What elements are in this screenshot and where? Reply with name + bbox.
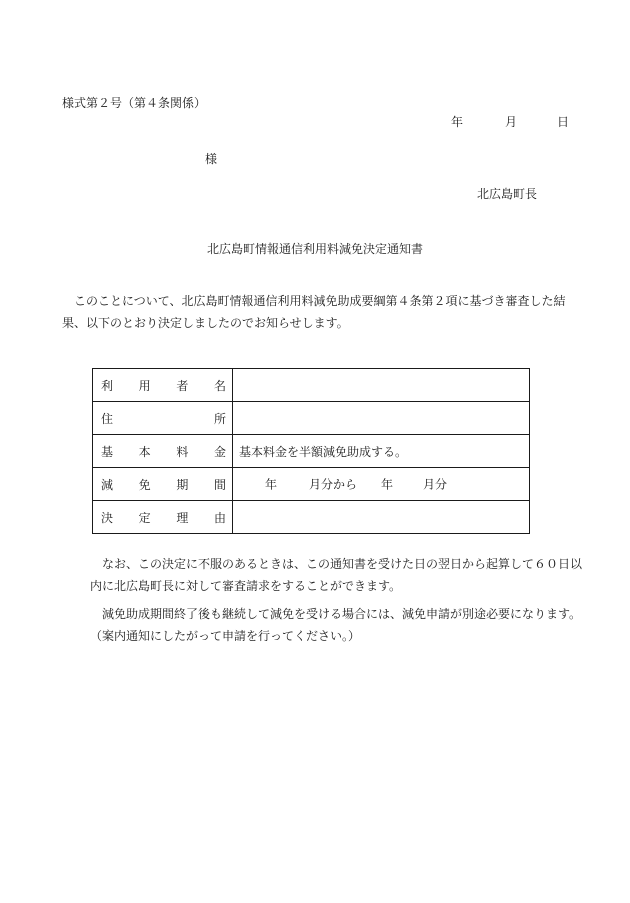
period-month-to: 月分	[423, 477, 448, 492]
table-row-decision-reason	[93, 501, 530, 534]
value-decision-reason	[233, 501, 530, 534]
label-char: 免	[138, 477, 151, 492]
issuer-name: 北広島町長	[477, 187, 538, 201]
label-char: 料	[176, 444, 189, 459]
label-char: 住	[101, 411, 114, 426]
label-char: 基	[101, 444, 114, 459]
recipient-honorific: 様	[205, 152, 218, 166]
period-year-from: 年	[265, 477, 278, 492]
label-char: 決	[101, 510, 114, 525]
label-char: 利	[101, 378, 114, 393]
table-row-user-name	[93, 369, 530, 402]
value-basic-fee: 基本料金を半額減免助成する。	[233, 435, 530, 468]
table-row-basic-fee	[93, 435, 530, 468]
label-char: 名	[213, 378, 226, 393]
form-number: 様式第２号（第４条関係）	[62, 96, 207, 110]
label-char: 期	[176, 477, 189, 492]
label-char: 者	[176, 378, 189, 393]
label-char: 由	[213, 510, 226, 525]
value-exemption-period	[233, 468, 530, 501]
intro-paragraph: このことについて、北広島町情報通信利用料減免助成要綱第４条第２項に基づき審査した結果、以下のとおり決定しましたのでお知らせします。	[62, 294, 566, 330]
period-year-to: 年	[381, 477, 394, 492]
label-exemption-period	[93, 468, 233, 501]
label-char: 定	[138, 510, 151, 525]
label-char: 所	[213, 411, 226, 426]
label-basic-fee	[93, 435, 233, 468]
label-address	[93, 402, 233, 435]
date-year-label: 年	[451, 115, 464, 129]
appeal-paragraph: なお、この決定に不服のあるときは、この通知書を受けた日の翌日から起算して６０日以内に北広島町長に対して審査請求をすることができます。	[90, 557, 583, 593]
label-user-name	[93, 369, 233, 402]
label-char: 間	[213, 477, 226, 492]
period-month-from: 月分から	[309, 477, 358, 492]
value-user-name	[233, 369, 530, 402]
label-char: 理	[176, 510, 189, 525]
date-month-label: 月	[505, 115, 518, 129]
info-table	[92, 368, 530, 534]
date-day-label: 日	[557, 115, 570, 129]
value-address	[233, 402, 530, 435]
label-char: 用	[138, 378, 151, 393]
label-char: 金	[213, 444, 226, 459]
document-title: 北広島町情報通信利用料減免決定通知書	[206, 242, 423, 256]
label-decision-reason	[93, 501, 233, 534]
renewal-paragraph: 減免助成期間終了後も継続して減免を受ける場合には、減免申請が別途必要になります。（案内通知にしたがって申請を行ってください。）	[90, 607, 582, 643]
label-char: 本	[138, 444, 151, 459]
table-row-address	[93, 402, 530, 435]
table-row-exemption-period	[93, 468, 530, 501]
label-char: 減	[101, 477, 114, 492]
